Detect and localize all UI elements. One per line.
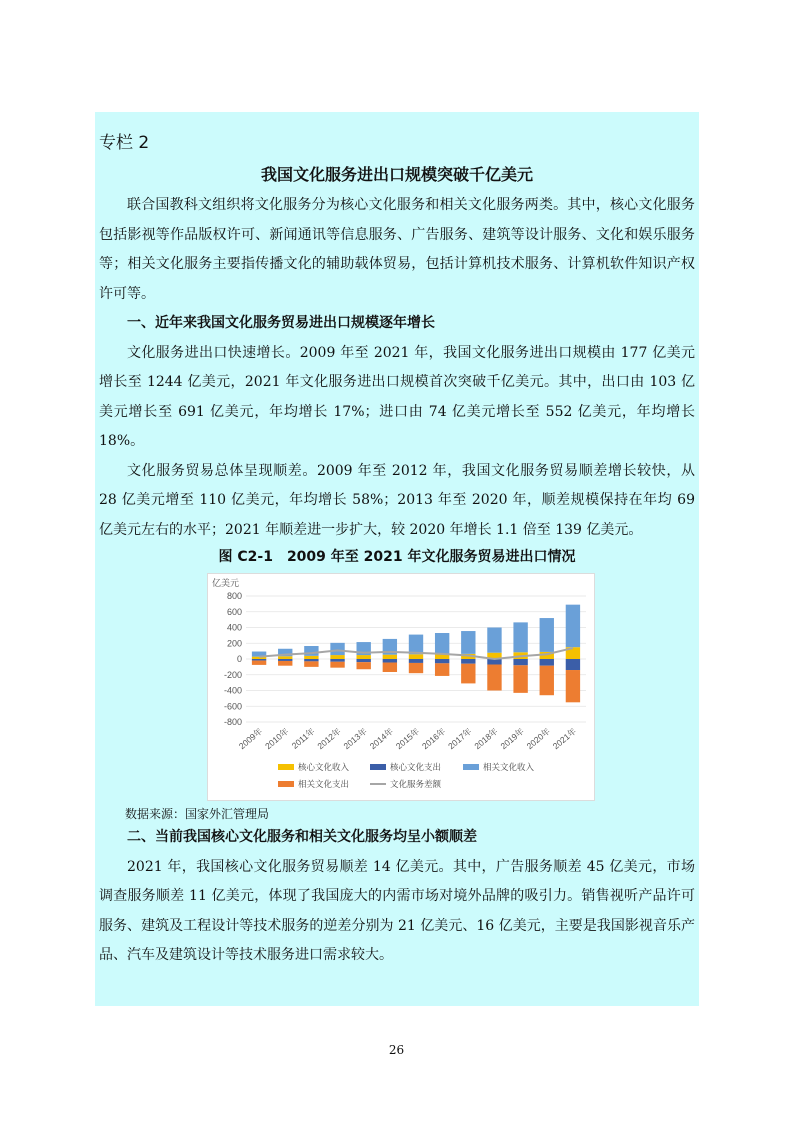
- bar-segment: [252, 659, 266, 661]
- intro-paragraph: 联合国教科文组织将文化服务分为核心文化服务和相关文化服务两类。其中，核心文化服务包括影视等作品版权许可、新闻通讯等信息服务、广告服务、建筑等设计服务、文化和娱乐服务等；相关文化服务主要指传播文化的辅助载体贸易，包括计算机技术服务、计算机软件知识产权许可等。: [99, 197, 695, 302]
- x-tick-label: 2014年: [367, 725, 396, 752]
- legend-label: 相关文化收入: [483, 762, 535, 772]
- x-tick-label: 2020年: [524, 725, 553, 752]
- bar-segment: [566, 670, 580, 702]
- bar-segment: [357, 659, 371, 662]
- bar-segment: [461, 659, 475, 664]
- section1-heading: 一、近年来我国文化服务贸易进出口规模逐年增长: [127, 315, 435, 331]
- section1-paragraph-2: 文化服务贸易总体呈现顺差。2009 年至 2012 年，我国文化服务贸易顺差增长较快，从 28 亿美元增至 110 亿美元，年均增长 58%；2013 年至 2020 年，顺差规模保持在年均 69 亿美元左右的水平；2021 年顺差进一步扩大，较 2020 年增长 1.1 倍至 139 亿美元。: [99, 462, 695, 538]
- trade-chart: [207, 573, 595, 801]
- bar-segment: [487, 628, 501, 653]
- x-tick-label: 2011年: [289, 725, 317, 751]
- legend-label: 核心文化收入: [298, 762, 350, 772]
- bar-segment: [513, 622, 527, 652]
- bar-segment: [304, 656, 318, 659]
- bar-segment: [435, 633, 449, 654]
- y-tick-label: 200: [226, 638, 242, 649]
- column-title: 我国文化服务进出口规模突破千亿美元: [260, 165, 533, 184]
- bar-segment: [540, 659, 554, 666]
- trade-chart-svg: [208, 574, 594, 800]
- bar-segment: [330, 662, 344, 668]
- bar-segment: [435, 663, 449, 676]
- section2-heading: 二、当前我国核心文化服务和相关文化服务均呈小额顺差: [127, 829, 477, 845]
- bar-segment: [330, 655, 344, 659]
- bar-segment: [566, 605, 580, 648]
- legend-label: 相关文化支出: [298, 779, 350, 789]
- bar-segment: [435, 659, 449, 663]
- special-column-box: [95, 112, 699, 1006]
- legend-swatch: [463, 764, 479, 770]
- bar-segment: [383, 655, 397, 659]
- x-tick-label: 2013年: [341, 725, 369, 752]
- x-tick-label: 2021年: [550, 725, 579, 752]
- y-tick-label: 400: [226, 622, 242, 633]
- bar-segment: [513, 665, 527, 693]
- x-tick-label: 2009年: [236, 725, 265, 752]
- x-tick-label: 2019年: [498, 725, 526, 752]
- bar-segment: [304, 659, 318, 661]
- x-tick-label: 2018年: [472, 725, 500, 752]
- y-tick-label: -600: [223, 701, 242, 712]
- column-label: 专栏 2: [99, 133, 150, 153]
- y-tick-label: 800: [226, 591, 242, 601]
- bar-segment: [330, 659, 344, 662]
- bar-segment: [278, 661, 292, 666]
- y-tick-label: 600: [226, 606, 242, 617]
- x-tick-label: 2017年: [446, 725, 474, 752]
- bar-segment: [383, 663, 397, 672]
- y-tick-label: 0: [236, 654, 242, 664]
- legend-swatch: [370, 764, 386, 770]
- x-tick-label: 2015年: [393, 725, 422, 752]
- bar-segment: [409, 659, 423, 663]
- bar-segment: [409, 654, 423, 659]
- bar-segment: [383, 659, 397, 663]
- figure-source: 数据来源：国家外汇管理局: [125, 807, 270, 821]
- bar-segment: [513, 659, 527, 665]
- bar-segment: [566, 659, 580, 670]
- bar-segment: [278, 656, 292, 659]
- bar-segment: [278, 659, 292, 661]
- bar-segment: [409, 663, 423, 673]
- y-tick-label: -200: [223, 669, 242, 680]
- y-tick-label: -400: [223, 685, 242, 696]
- bar-segment: [540, 618, 554, 652]
- bar-segment: [304, 661, 318, 667]
- bar-segment: [540, 666, 554, 696]
- x-tick-label: 2012年: [315, 725, 343, 752]
- section2-paragraph-1: 2021 年，我国核心文化服务贸易顺差 14 亿美元。其中，广告服务顺差 45 亿美元，市场调查服务顺差 11 亿美元，体现了我国庞大的内需市场对境外品牌的吸引力。销售视听产品许可服务、建筑及工程设计等技术服务的逆差分别为 21 亿美元、16 亿美元，主要是我国影视音乐产品、汽车及建筑设计等技术服务进口需求较大。: [99, 858, 695, 963]
- bar-segment: [461, 664, 475, 684]
- x-tick-label: 2010年: [263, 725, 291, 752]
- legend-label: 文化服务差额: [390, 779, 442, 789]
- y-tick-label: -800: [223, 717, 242, 727]
- bar-segment: [357, 662, 371, 669]
- legend-label: 核心文化支出: [390, 762, 442, 772]
- bar-segment: [487, 665, 501, 691]
- page-number: 26: [388, 1043, 405, 1057]
- bar-segment: [461, 631, 475, 654]
- bar-segment: [357, 655, 371, 659]
- bar-segment: [252, 661, 266, 665]
- x-tick-label: 2016年: [420, 725, 448, 752]
- legend-swatch: [278, 781, 294, 787]
- y-axis-label: 亿美元: [212, 578, 240, 588]
- figure-title: 图 C2-1 2009 年至 2021 年文化服务贸易进出口情况: [218, 549, 576, 565]
- legend-swatch: [278, 764, 294, 770]
- bar-segment: [330, 643, 344, 655]
- bar-segment: [409, 635, 423, 655]
- section1-paragraph-1: 文化服务进出口快速增长。2009 年至 2021 年，我国文化服务进出口规模由 177 亿美元增长至 1244 亿美元，2021 年文化服务进出口规模首次突破千亿美元。其中，出口由 103 亿美元增长至 691 亿美元，年均增长 17%；进口由 74 亿美元增长至 552 亿美元，年均增长 18%。: [99, 344, 695, 449]
